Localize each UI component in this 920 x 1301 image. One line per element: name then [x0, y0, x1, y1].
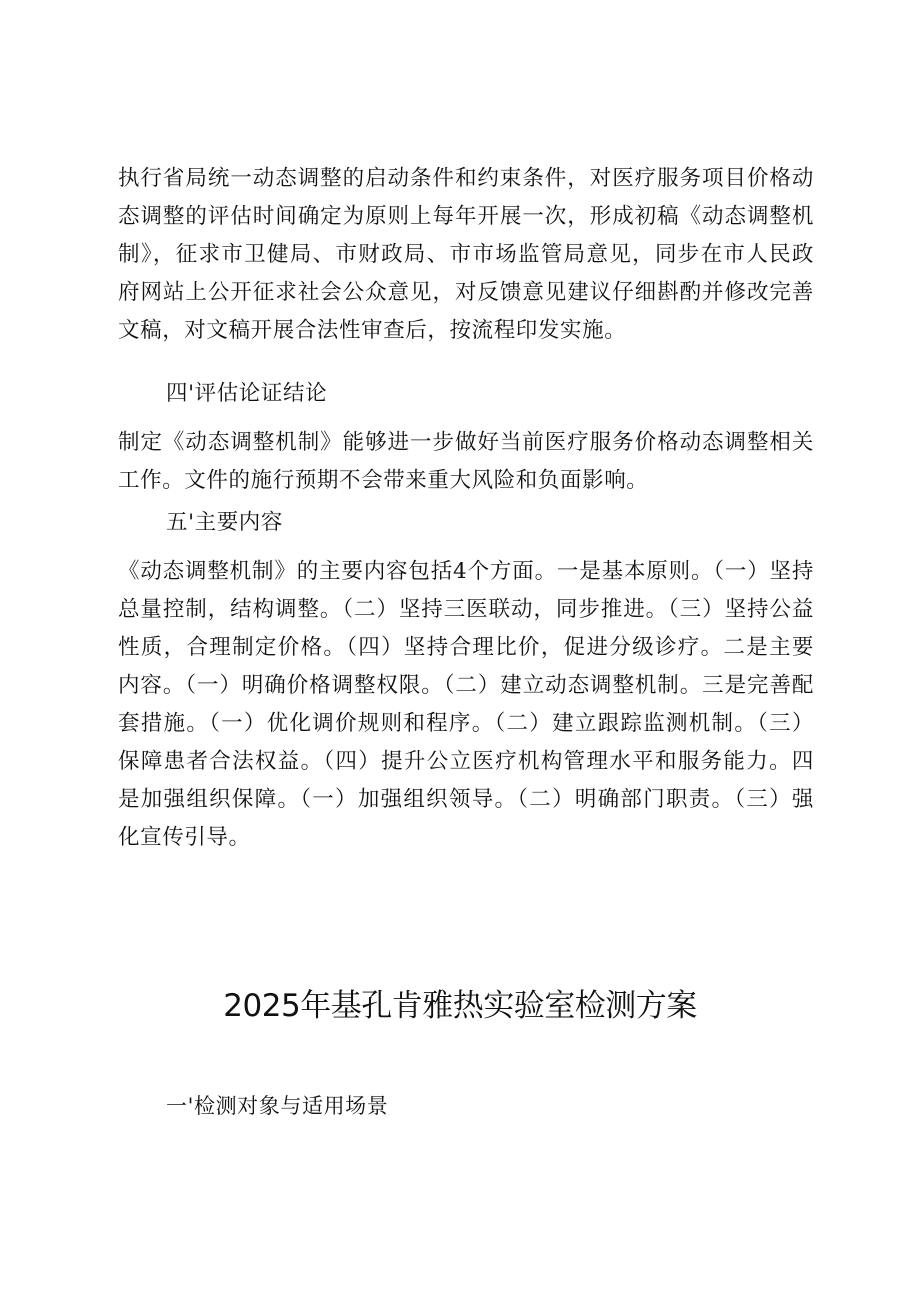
- paragraph-adjustment-process: 执行省局统一动态调整的启动条件和约束条件，对医疗服务项目价格动态调整的评估时间确定为原则上每年开展一次，形成初稿《动态调整机制》，征求市卫健局、市财政局、市市场监管局意见，同步在市人民政府网站上公开征求社会公众意见，对反馈意见建议仔细斟酌并修改完善文稿，对文稿开展合法性审查后，按流程印发实施。: [118, 166, 814, 343]
- section-heading-evaluation-conclusion: 四'评估论证结论: [166, 381, 328, 406]
- section-heading-detection-scope: 一'检测对象与适用场景: [166, 1094, 389, 1118]
- paragraph-main-content: 《动态调整机制》的主要内容包括4个方面。一是基本原则。（一）坚持总量控制，结构调整。（二）坚持三医联动，同步推进。（三）坚持公益性质，合理制定价格。（四）坚持合理比价，促进分级诊疗。二是主要内容。（一）明确价格调整权限。（二）建立动态调整机制。三是完善配套措施。（一）优化调价规则和程序。（二）建立跟踪监测机制。（三）保障患者合法权益。（四）提升公立医疗机构管理水平和服务能力。四是加强组织保障。（一）加强组织领导。（二）明确部门职责。（三）强化宣传引导。: [118, 559, 814, 850]
- paragraph-evaluation-conclusion: 制定《动态调整机制》能够进一步做好当前医疗服务价格动态调整相关工作。文件的施行预期不会带来重大风险和负面影响。: [118, 430, 814, 493]
- document-title: 2025年基孔肯雅热实验室检测方案: [223, 988, 697, 1024]
- section-heading-main-content: 五'主要内容: [166, 510, 284, 535]
